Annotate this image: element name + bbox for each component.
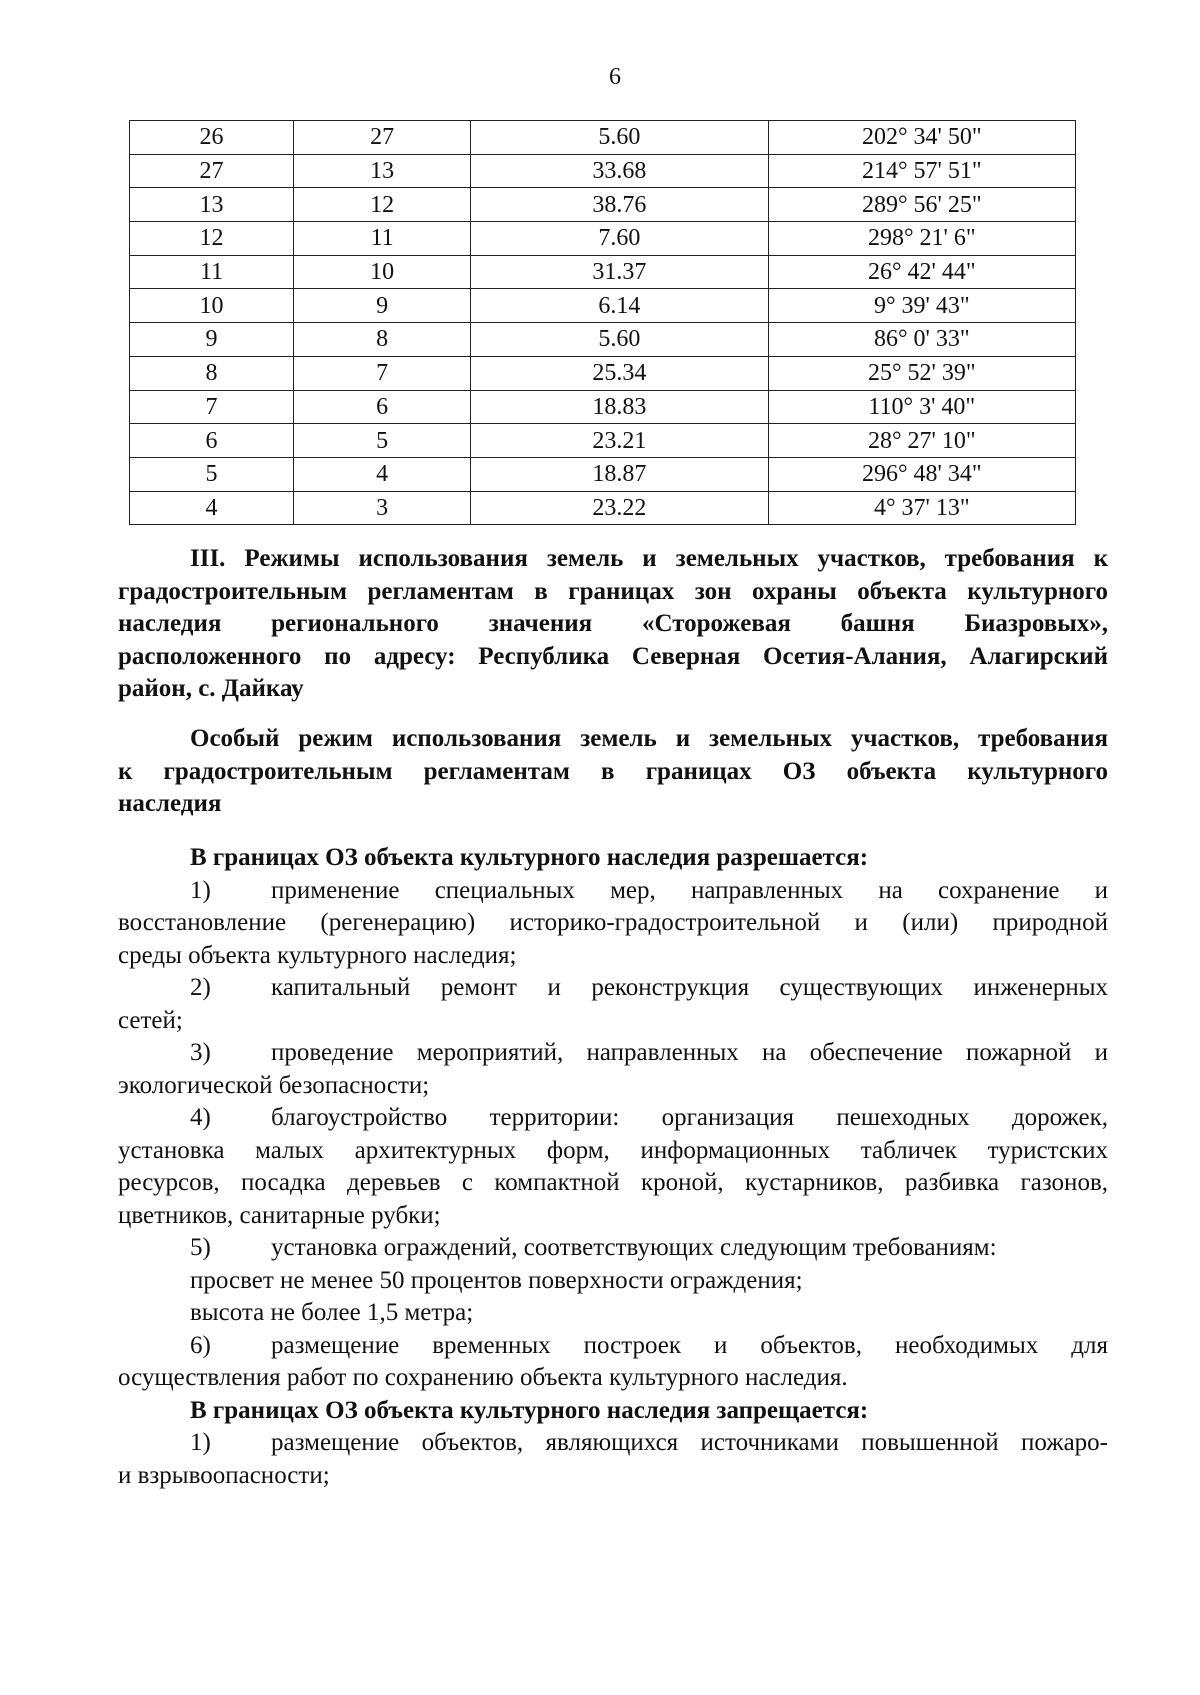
subheading: [118, 723, 1108, 821]
table-cell: 296° 48' 34": [768, 457, 1075, 491]
list-item-first-line: [118, 1102, 1108, 1135]
list-item-first-line: [118, 1232, 1108, 1265]
table-row: [130, 323, 1076, 357]
table-cell: 25° 52' 39": [768, 356, 1075, 390]
table-cell: 18.87: [471, 457, 768, 491]
allowed-list: [118, 875, 1108, 1265]
list-item-text: установка ограждений, соответствующих следующим требованиям:: [271, 1234, 997, 1261]
table-cell: 26: [130, 121, 294, 155]
table-cell: 11: [294, 222, 471, 256]
section-heading-line: III. Режимы использования земель и земельных участков, требования к: [190, 545, 1108, 572]
list-item-first-line: [118, 875, 1108, 908]
table-cell: 6: [130, 424, 294, 458]
list-item-first-line: [118, 1037, 1108, 1070]
sub-requirement: высота не более 1,5 метра;: [190, 1299, 474, 1326]
table-cell: 214° 57' 51": [768, 154, 1075, 188]
list-item-continuation: и взрывоопасности;: [118, 1461, 330, 1489]
table-cell: 27: [294, 121, 471, 155]
table-cell: 38.76: [471, 188, 768, 222]
table-cell: 5.60: [471, 121, 768, 155]
table-cell: 12: [130, 222, 294, 256]
allowed-section: [118, 842, 1108, 1492]
list-item-number: 3): [190, 1039, 211, 1066]
allowed-heading: В границах ОЗ объекта культурного наследия разрешается:: [190, 844, 869, 871]
table-cell: 110° 3' 40": [768, 390, 1075, 424]
list-item-first-line: [118, 1427, 1108, 1460]
table-cell: 9: [294, 289, 471, 323]
table-row: [130, 154, 1076, 188]
table-cell: 10: [294, 255, 471, 289]
list-item-text: капитальный ремонт и реконструкция существующих инженерных: [271, 974, 1108, 1001]
list-item-first-line: [118, 1330, 1108, 1363]
list-item-number: 1): [190, 876, 211, 904]
table-cell: 202° 34' 50": [768, 121, 1075, 155]
list-item-continuation: цветников, санитарные рубки;: [118, 1201, 441, 1229]
table-cell: 33.68: [471, 154, 768, 188]
table-cell: 18.83: [471, 390, 768, 424]
table-row: [130, 222, 1076, 256]
subheading-line: Особый режим использования земель и земельных участков, требования: [190, 725, 1108, 752]
list-item-number: 1): [190, 1429, 211, 1456]
list-item-text: размещение временных построек и объектов, необходимых для: [271, 1331, 1108, 1359]
list-item-continuation: сетей;: [118, 1006, 183, 1034]
table-cell: 11: [130, 255, 294, 289]
list-item-continuation: среды объекта культурного наследия;: [118, 941, 517, 969]
list-item-continuation: ресурсов, посадка деревьев с компактной кроной, кустарников, разбивка газонов,: [118, 1169, 1108, 1196]
table-cell: 289° 56' 25": [768, 188, 1075, 222]
list-item-number: 5): [190, 1234, 211, 1261]
table-cell: 23.22: [471, 491, 768, 525]
table-cell: 28° 27' 10": [768, 424, 1075, 458]
table-cell: 8: [130, 356, 294, 390]
list-item-continuation: восстановление (регенерацию) историко-градостроительной и (или) природной: [118, 909, 1108, 936]
table-cell: 8: [294, 323, 471, 357]
section-heading-line: наследия регионального значения «Сторожевая башня Биазровых»,: [118, 610, 1108, 637]
table-cell: 4° 37' 13": [768, 491, 1075, 525]
table-cell: 23.21: [471, 424, 768, 458]
allowed-list-item-6: [118, 1330, 1108, 1395]
table-cell: 12: [294, 188, 471, 222]
section-heading-line: район, с. Дайкау: [118, 675, 304, 702]
subheading-line: наследия: [118, 790, 222, 817]
list-item-continuation: установка малых архитектурных форм, информационных табличек туристских: [118, 1136, 1108, 1164]
table-cell: 25.34: [471, 356, 768, 390]
list-item-continuation: осуществления работ по сохранению объекта культурного наследия.: [118, 1364, 848, 1391]
list-item-number: 4): [190, 1104, 211, 1131]
list-item-number: 6): [190, 1331, 211, 1359]
table-row: [130, 121, 1076, 155]
list-item-first-line: [118, 972, 1108, 1005]
list-item-text: благоустройство территории: организация пешеходных дорожек,: [271, 1104, 1108, 1131]
table-cell: 4: [294, 457, 471, 491]
table-cell: 298° 21' 6": [768, 222, 1075, 256]
table-row: [130, 356, 1076, 390]
table-row: [130, 255, 1076, 289]
table-cell: 10: [130, 289, 294, 323]
table-cell: 27: [130, 154, 294, 188]
table-cell: 5: [130, 457, 294, 491]
table-cell: 7.60: [471, 222, 768, 256]
table-cell: 7: [294, 356, 471, 390]
prohibited-heading: В границах ОЗ объекта культурного наследия запрещается:: [190, 1396, 869, 1424]
table-cell: 5.60: [471, 323, 768, 357]
list-item-number: 2): [190, 974, 211, 1001]
table-row: [130, 289, 1076, 323]
table-cell: 13: [130, 188, 294, 222]
table-row: [130, 188, 1076, 222]
list-item-text: проведение мероприятий, направленных на обеспечение пожарной и: [271, 1039, 1108, 1066]
table-cell: 4: [130, 491, 294, 525]
table-cell: 5: [294, 424, 471, 458]
table-cell: 13: [294, 154, 471, 188]
table-cell: 3: [294, 491, 471, 525]
section-heading-line: градостроительным регламентам в границах зон охраны объекта культурного: [118, 577, 1108, 605]
table-cell: 6: [294, 390, 471, 424]
section-heading-line: расположенного по адресу: Республика Северная Осетия-Алания, Алагирский: [118, 642, 1108, 670]
table-cell: 9: [130, 323, 294, 357]
table-cell: 9° 39' 43": [768, 289, 1075, 323]
sub-requirement: просвет не менее 50 процентов поверхности ограждения;: [190, 1266, 803, 1294]
table-cell: 86° 0' 33": [768, 323, 1075, 357]
table-cell: 26° 42' 44": [768, 255, 1075, 289]
list-item-text: размещение объектов, являющихся источниками повышенной пожаро-: [271, 1429, 1108, 1456]
table-cell: 7: [130, 390, 294, 424]
table-row: [130, 424, 1076, 458]
list-item-text: применение специальных мер, направленных на сохранение и: [271, 876, 1108, 904]
section-heading: [118, 543, 1108, 706]
list-item-continuation: экологической безопасности;: [118, 1071, 430, 1099]
coordinates-table: [129, 120, 1076, 525]
table-cell: 31.37: [471, 255, 768, 289]
table-cell: 6.14: [471, 289, 768, 323]
prohibited-list: [118, 1427, 1108, 1492]
page-number: 6: [609, 64, 621, 90]
table-row: [130, 457, 1076, 491]
table-row: [130, 390, 1076, 424]
subheading-line: к градостроительным регламентам в границах ОЗ объекта культурного: [118, 757, 1108, 785]
table-row: [130, 491, 1076, 525]
